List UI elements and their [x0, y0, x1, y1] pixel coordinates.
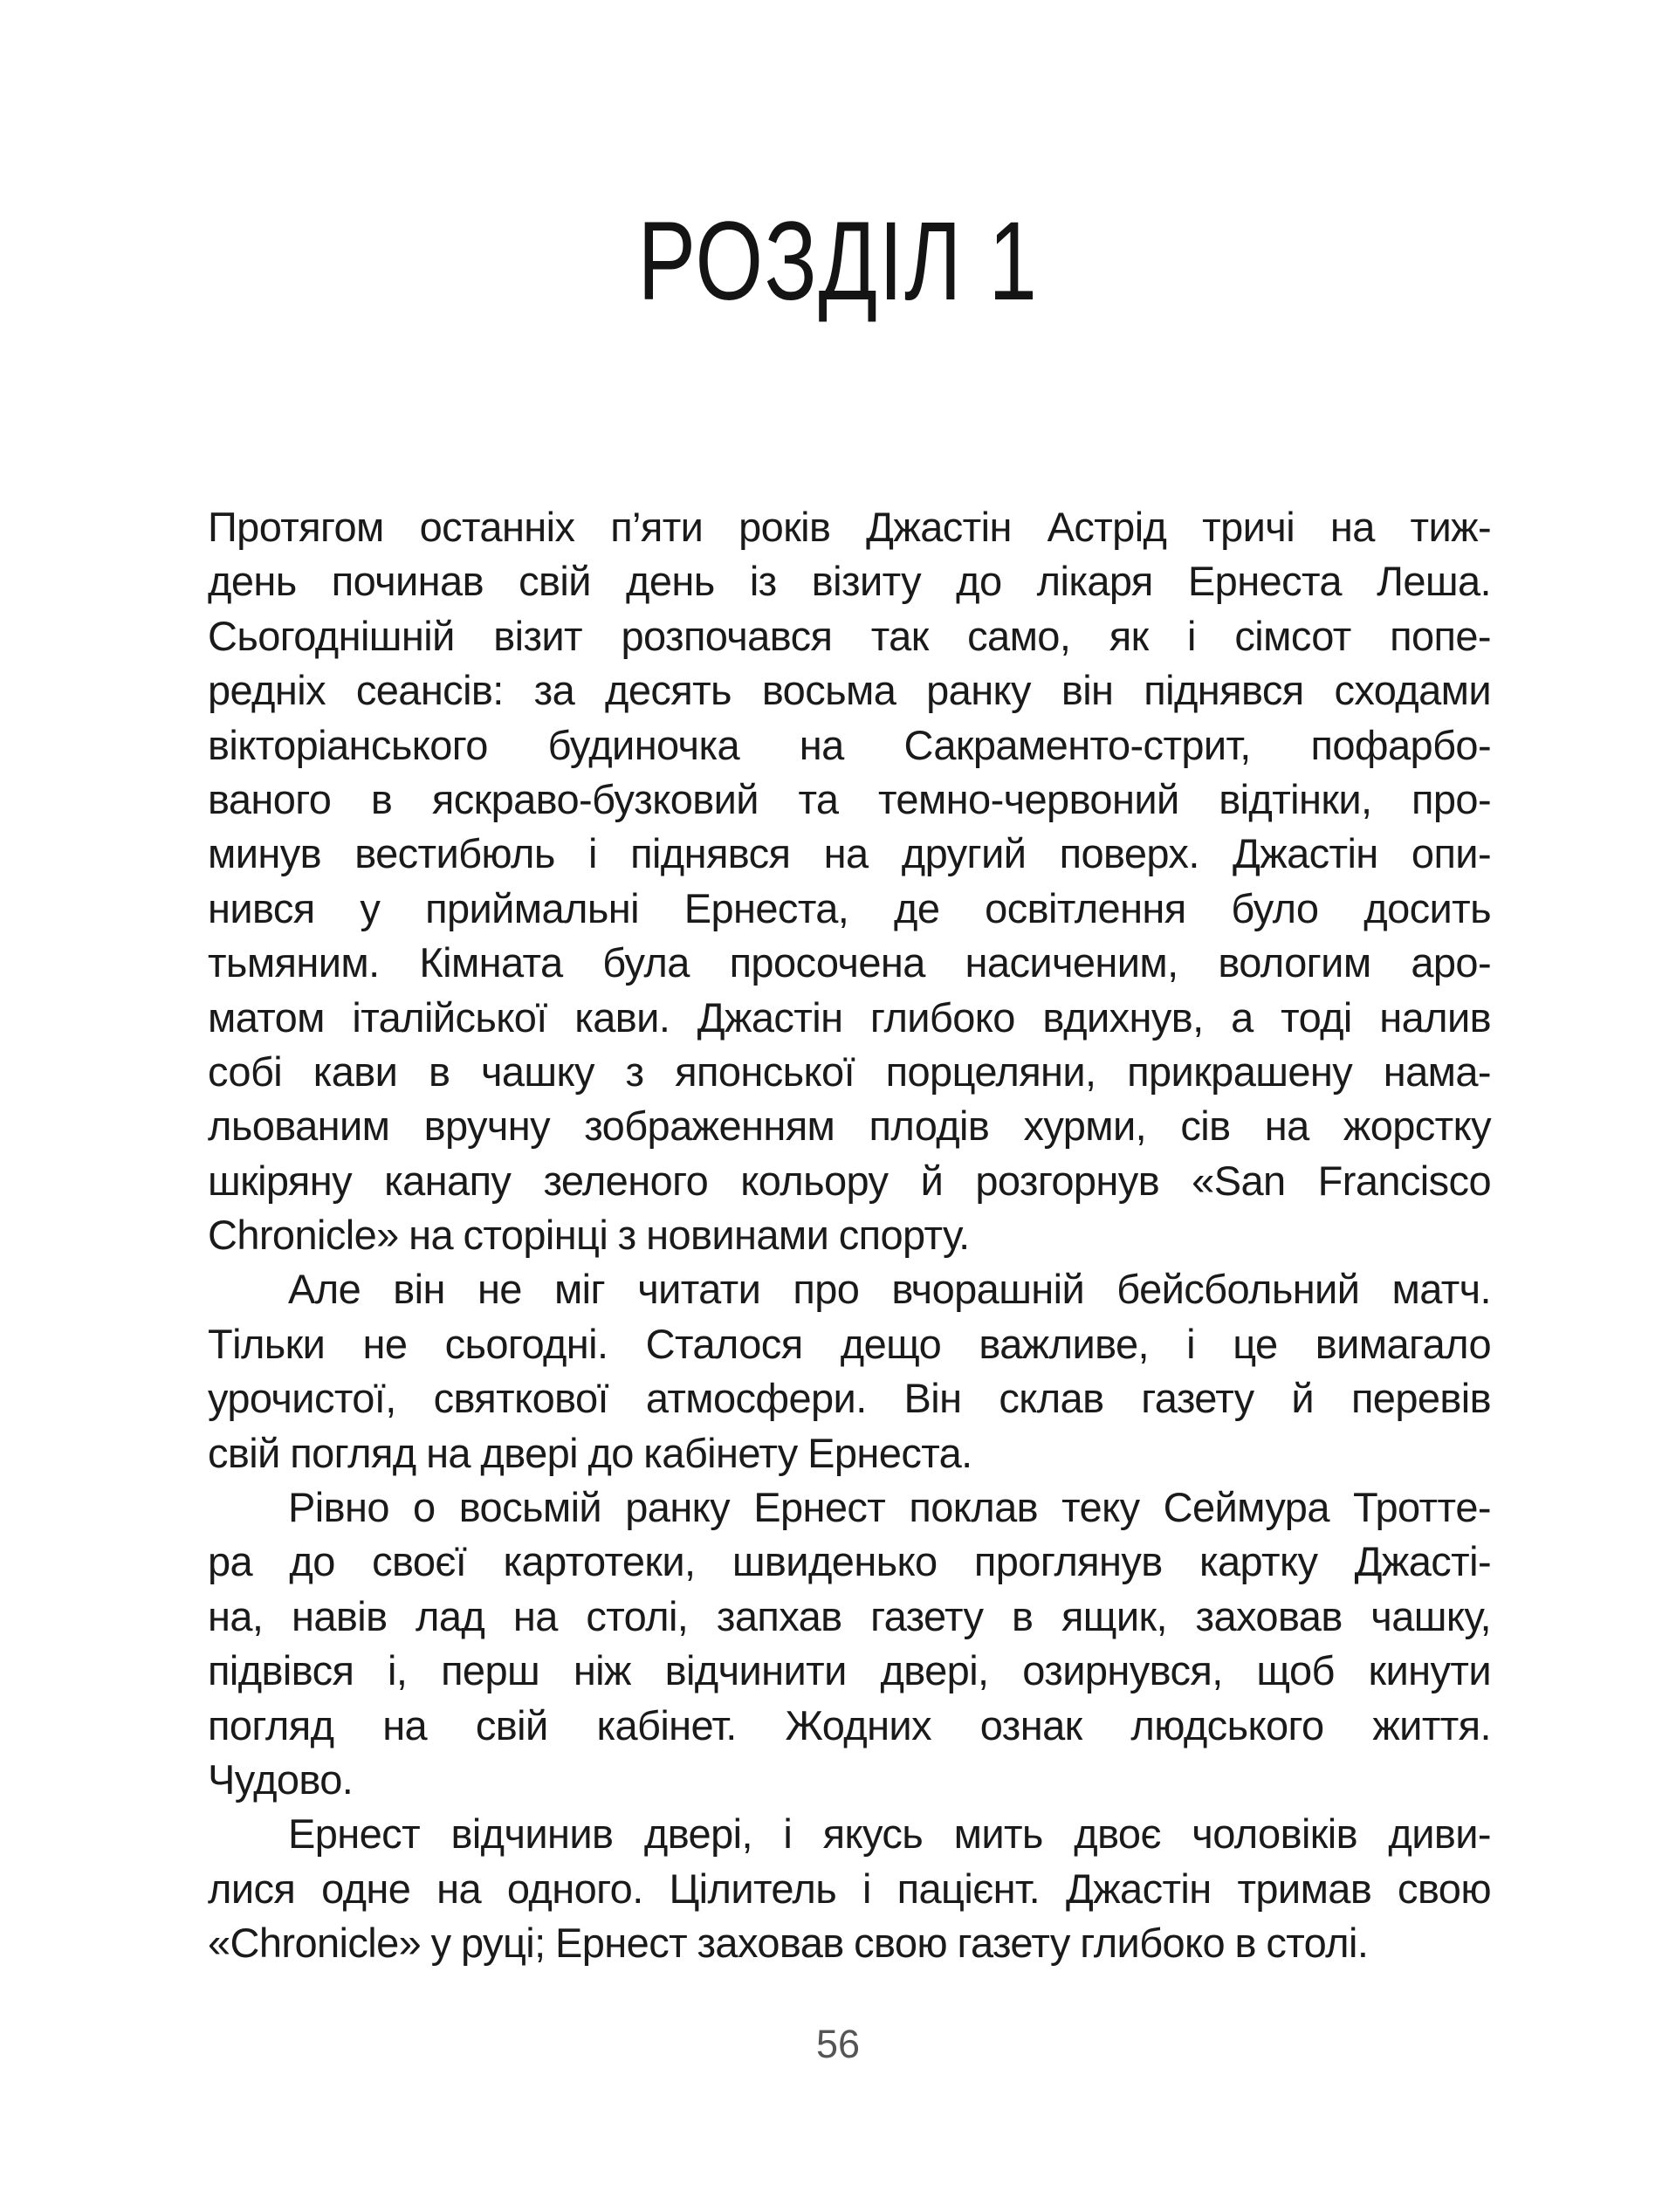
body-text — [208, 500, 1491, 1971]
text-line: тьмяним. Кімната була просочена насиченим, вологим аро- — [208, 939, 1491, 986]
paragraph — [208, 500, 1491, 1262]
text-line: урочистої, святкової атмосфери. Він склав газету й перевів — [208, 1375, 1491, 1422]
paragraph — [208, 1480, 1491, 1807]
text-line: Протягом останніх п’яти років Джастін Астрід тричі на тиж- — [208, 504, 1491, 550]
text-line: ра до своєї картотеки, швиденько проглянув картку Джасті- — [208, 1538, 1491, 1585]
page-number: 56 — [815, 2022, 861, 2066]
paragraph — [208, 1807, 1491, 1970]
text-line: Чудово. — [208, 1755, 354, 1803]
text-line: Chronicle» на сторінці з новинами спорту. — [208, 1212, 970, 1259]
text-line: редніх сеансів: за десять восьма ранку він піднявся сходами — [208, 667, 1491, 714]
text-line: льованим вручну зображенням плодів хурми, сів на жорстку — [208, 1103, 1491, 1150]
text-line: собі кави в чашку з японської порцеляни, прикрашену нама- — [208, 1048, 1491, 1095]
text-line: матом італійської кави. Джастін глибоко вдихнув, а тоді налив — [208, 993, 1491, 1041]
text-line: минув вестибюль і піднявся на другий поверх. Джастін опи- — [208, 830, 1491, 877]
text-line: Сьогоднішній візит розпочався так само, як і сімсот попе- — [208, 612, 1491, 659]
text-line: свій погляд на двері до кабінету Ернеста. — [208, 1429, 972, 1476]
text-line: погляд на свій кабінет. Жодних ознак людського життя. — [208, 1701, 1491, 1748]
paragraph — [208, 1262, 1491, 1480]
text-line: нився у приймальні Ернеста, де освітлення було досить — [208, 884, 1491, 931]
text-line: підвівся і, перш ніж відчинити двері, озирнувся, щоб кинути — [208, 1647, 1491, 1694]
text-line: Але він не міг читати про вчорашній бейсбольний матч. — [288, 1266, 1491, 1313]
chapter-title: РОЗДІЛ 1 — [637, 199, 1039, 324]
text-line: Тільки не сьогодні. Сталося дещо важливе, і це вимагало — [208, 1320, 1491, 1367]
text-line: день починав свій день із візиту до лікаря Ернеста Леша. — [208, 558, 1491, 605]
text-line: на, навів лад на столі, запхав газету в ящик, заховав чашку, — [208, 1592, 1491, 1639]
text-line: Рівно о восьмій ранку Ернест поклав теку Сеймура Троттe- — [288, 1484, 1491, 1531]
text-line: вікторіанського будиночка на Сакраменто-стрит, пофарбо- — [208, 721, 1491, 768]
text-line: шкіряну канапу зеленого кольору й розгорнув «San Francisco — [208, 1157, 1491, 1204]
text-line: «Chronicle» у руці; Ернест заховав свою газету глибоко в столі. — [208, 1920, 1369, 1967]
text-line: ваного в яскраво-бузковий та темно-червоний відтінки, про- — [208, 775, 1491, 822]
text-line: Ернест відчинив двері, і якусь мить двоє чоловіків диви- — [288, 1810, 1491, 1858]
text-line: лися одне на одного. Цілитель і пацієнт. Джастін тримав свою — [208, 1865, 1491, 1912]
